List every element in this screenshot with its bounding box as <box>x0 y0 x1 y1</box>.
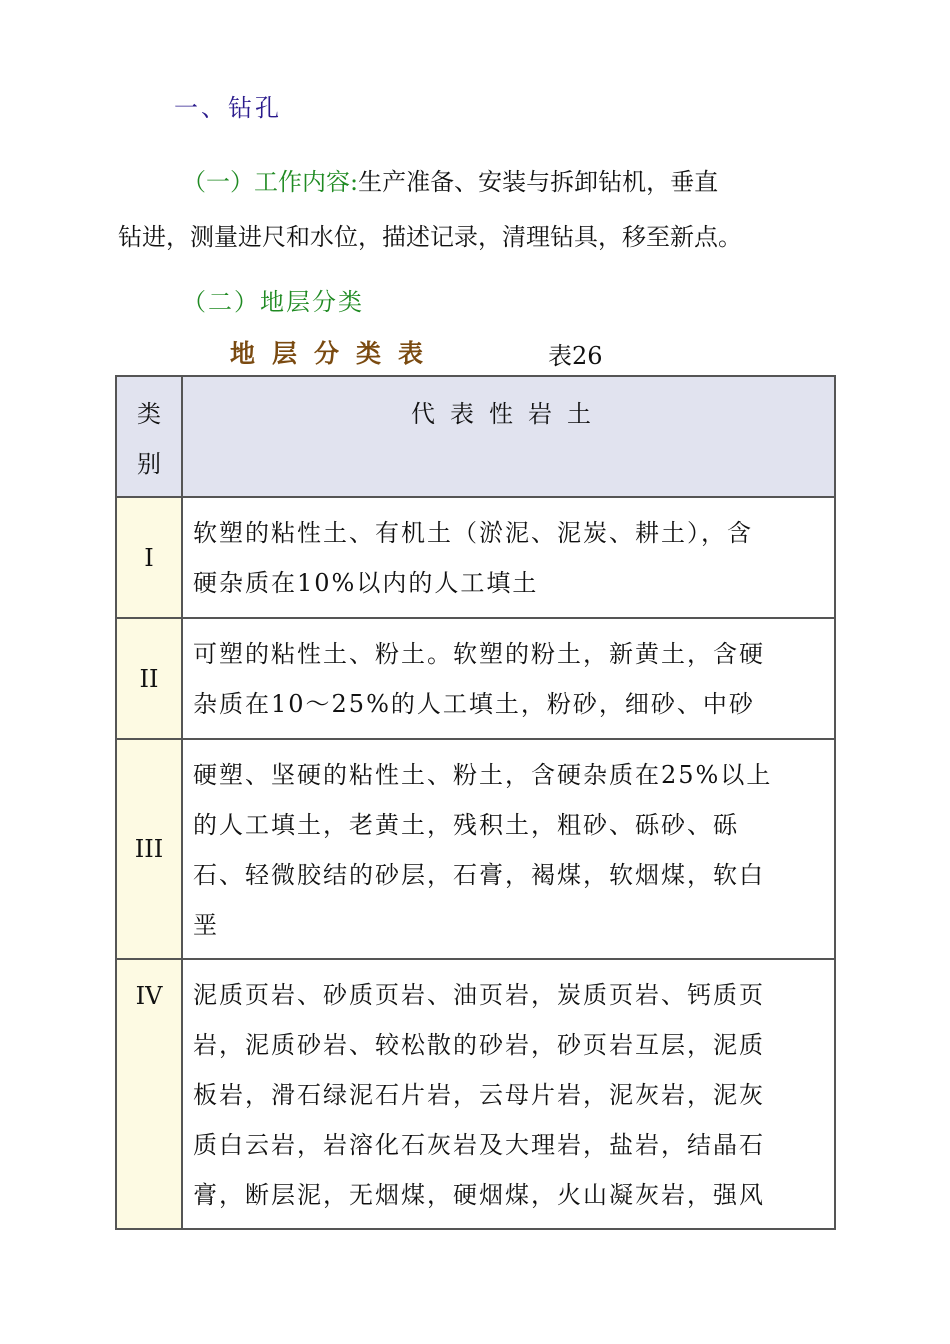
description-line: 岩，泥质砂岩、较松散的砂岩，砂页岩互层，泥质 <box>193 1031 765 1059</box>
section-title: 一、钻孔 <box>174 94 282 122</box>
header-category-char-2: 别 <box>137 449 161 478</box>
description-line: 膏，断层泥，无烟煤，硬烟煤，火山凝灰岩，强风 <box>193 1181 765 1209</box>
work-content-line-1 <box>118 155 848 210</box>
work-content-text-1: 生产准备、安装与拆卸钻机，垂直 <box>358 168 719 196</box>
header-category-char-1: 类 <box>137 399 161 428</box>
description-line: 的人工填土，老黄土，残积土，粗砂、砾砂、砾 <box>193 811 739 839</box>
category-cell: IV <box>117 960 183 1228</box>
table-row <box>117 617 834 738</box>
description-cell <box>183 498 834 617</box>
work-content-line-2: 钻进，测量进尺和水位，描述记录，清理钻具，移至新点。 <box>118 223 742 251</box>
description-line: 泥质页岩、砂质页岩、油页岩，炭质页岩、钙质页 <box>193 981 765 1009</box>
description-line: 软塑的粘性土、有机土（淤泥、泥炭、耕土），含 <box>193 519 753 547</box>
category-cell: I <box>117 498 183 617</box>
description-cell <box>183 740 834 958</box>
description-line: 杂质在10～25%的人工填土，粉砂，细砂、中砂 <box>193 690 755 718</box>
table-number: 表26 <box>548 342 603 370</box>
table-header-row <box>117 377 834 496</box>
header-category-cell <box>117 377 183 496</box>
table-caption: 地层分类表 <box>230 339 441 368</box>
work-content-label: （一）工作内容: <box>182 168 359 196</box>
stratum-heading: （二）地层分类 <box>182 288 364 316</box>
table-row <box>117 958 834 1228</box>
description-line: 石、轻微胶结的砂层，石膏，褐煤，软烟煤，软白 <box>193 861 765 889</box>
description-line: 硬塑、坚硬的粘性土、粉土，含硬杂质在25%以上 <box>193 761 773 789</box>
description-line: 质白云岩，岩溶化石灰岩及大理岩，盐岩，结晶石 <box>193 1131 765 1159</box>
description-line: 可塑的粘性土、粉土。软塑的粉土，新黄土，含硬 <box>193 640 765 668</box>
description-cell <box>183 619 834 738</box>
description-line: 板岩，滑石绿泥石片岩，云母片岩，泥灰岩，泥灰 <box>193 1081 765 1109</box>
description-line: 硬杂质在10%以内的人工填土 <box>193 569 539 597</box>
description-line: 垩 <box>193 911 219 939</box>
work-content-paragraph <box>118 155 848 265</box>
header-description-cell: 代表性岩土 <box>411 400 606 428</box>
table-row <box>117 496 834 617</box>
description-cell <box>183 960 834 1228</box>
table-row <box>117 738 834 958</box>
category-cell: III <box>117 740 183 958</box>
category-cell: II <box>117 619 183 738</box>
stratum-table <box>115 375 836 1230</box>
